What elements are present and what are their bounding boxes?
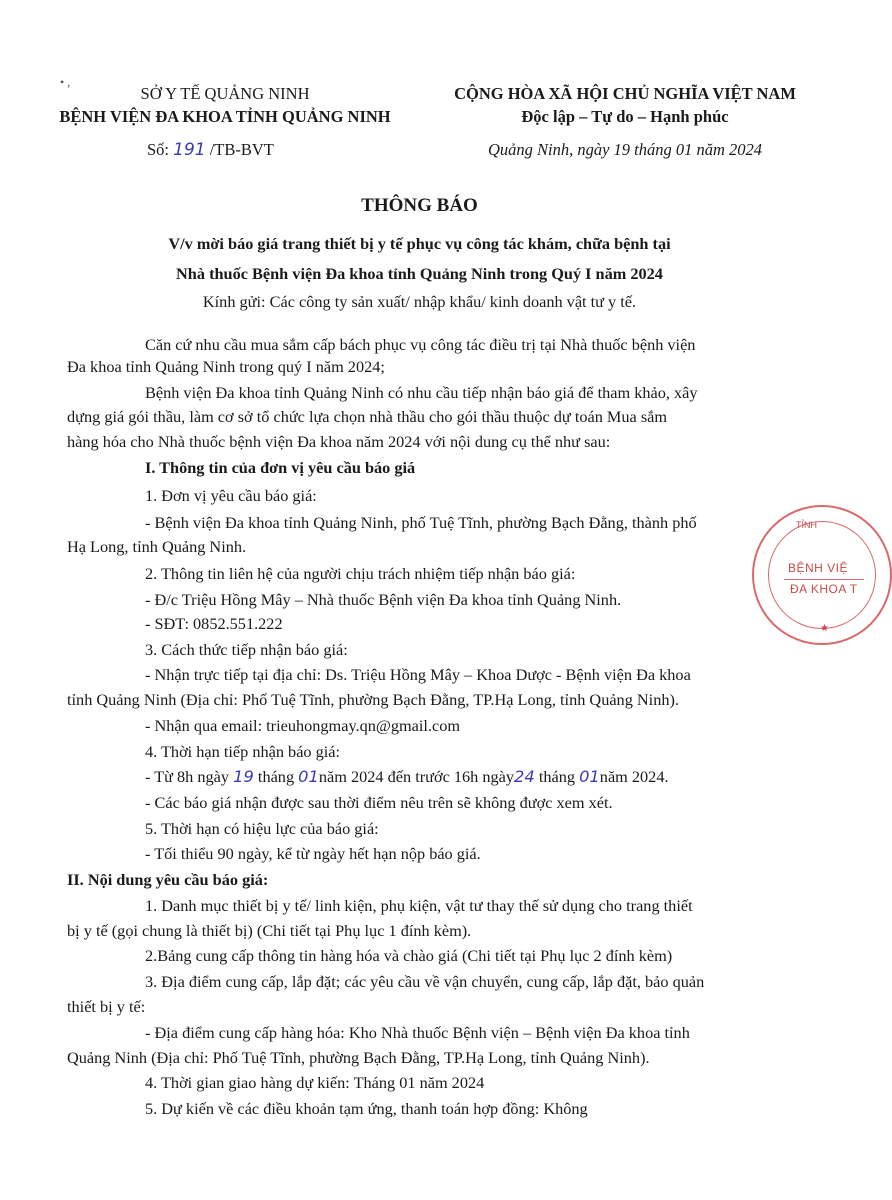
s1-item1: 1. Đơn vị yêu cầu báo giá: bbox=[145, 486, 317, 505]
subject-line-1: V/v mời báo giá trang thiết bị y tế phục vụ công tác khám, chữa bệnh tại bbox=[168, 234, 671, 253]
s2-item3-line1: 3. Địa điểm cung cấp, lắp đặt; các yêu cầu về vận chuyển, cung cấp, lắp đặt, bảo quản bbox=[145, 972, 705, 991]
national-motto: Độc lập – Tự do – Hạnh phúc bbox=[521, 107, 729, 126]
section1-heading: I. Thông tin của đơn vị yêu cầu báo giá bbox=[145, 458, 416, 477]
s1-item1-detail-line1: - Bệnh viện Đa khoa tỉnh Quảng Ninh, phố Tuệ Tĩnh, phường Bạch Đằng, thành phố bbox=[145, 513, 697, 532]
scan-dots: • , bbox=[60, 75, 71, 89]
s1-item3-email: - Nhận qua email: trieuhongmay.qn@gmail.com bbox=[145, 716, 461, 735]
s1-item2: 2. Thông tin liên hệ của người chịu trách nhiệm tiếp nhận báo giá: bbox=[145, 564, 576, 583]
s1-item4-period bbox=[145, 766, 669, 788]
number-suffix: /TB-BVT bbox=[209, 140, 274, 159]
s2-item5: 5. Dự kiến về các điều khoản tạm ứng, thanh toán hợp đồng: Không bbox=[145, 1099, 588, 1118]
s2-item4: 4. Thời gian giao hàng dự kiến: Tháng 01 năm 2024 bbox=[145, 1073, 485, 1092]
s1-item4: 4. Thời hạn tiếp nhận báo giá: bbox=[145, 742, 341, 761]
notice-heading: THÔNG BÁO bbox=[361, 195, 478, 216]
s1-item2-phone: - SĐT: 0852.551.222 bbox=[145, 614, 283, 633]
period-text-4: tháng bbox=[538, 767, 575, 786]
para2-line1: Bệnh viện Đa khoa tỉnh Quảng Ninh có nhu cầu tiếp nhận báo giá để tham khảo, xây bbox=[145, 383, 698, 402]
hospital-name: BỆNH VIỆN ĐA KHOA TỈNH QUẢNG NINH bbox=[59, 107, 391, 126]
period-start-month: 01 bbox=[298, 767, 319, 786]
official-seal bbox=[752, 505, 892, 645]
period-end-day: 24 bbox=[514, 767, 535, 786]
agency-name: SỞ Y TẾ QUẢNG NINH bbox=[140, 84, 310, 103]
seal-top-text: TỈNH bbox=[796, 520, 817, 530]
s1-item3: 3. Cách thức tiếp nhận báo giá: bbox=[145, 640, 348, 659]
number-handwritten: 191 bbox=[173, 140, 206, 160]
period-text-5: năm 2024. bbox=[599, 767, 669, 786]
period-end-month: 01 bbox=[579, 767, 600, 786]
seal-divider bbox=[784, 579, 864, 580]
number-prefix: Số: bbox=[147, 140, 170, 159]
s2-item3-detail-line1: - Địa điểm cung cấp hàng hóa: Kho Nhà thuốc Bệnh viện – Bệnh viện Đa khoa tỉnh bbox=[145, 1023, 690, 1042]
s1-item4-note: - Các báo giá nhận được sau thời điểm nêu trên sẽ không được xem xét. bbox=[145, 793, 613, 812]
s1-item2-contact: - Đ/c Triệu Hồng Mây – Nhà thuốc Bệnh viện Đa khoa tỉnh Quảng Ninh. bbox=[145, 590, 622, 609]
recipient-line: Kính gửi: Các công ty sản xuất/ nhập khẩu/ kinh doanh vật tư y tế. bbox=[202, 292, 637, 311]
para2-line2: dựng giá gói thầu, làm cơ sở tổ chức lựa chọn nhà thầu cho gói thầu thuộc dự toán Mua sắm bbox=[67, 407, 668, 426]
period-text-1: - Từ 8h ngày bbox=[145, 767, 230, 786]
s2-item1-line2: bị y tế (gọi chung là thiết bị) (Chi tiết tại Phụ lục 1 đính kèm). bbox=[67, 921, 472, 940]
s1-item5-detail: - Tối thiểu 90 ngày, kể từ ngày hết hạn nộp báo giá. bbox=[145, 844, 481, 863]
period-text-3: năm 2024 đến trước 16h ngày bbox=[318, 767, 515, 786]
seal-text-line1: BỆNH VIỆ bbox=[788, 561, 849, 575]
s2-item2: 2.Bảng cung cấp thông tin hàng hóa và chào giá (Chi tiết tại Phụ lục 2 đính kèm) bbox=[145, 946, 673, 965]
subject-line-2: Nhà thuốc Bệnh viện Đa khoa tỉnh Quảng Ninh trong Quý I năm 2024 bbox=[176, 264, 663, 283]
seal-star-icon: ★ bbox=[820, 623, 829, 634]
s2-item3-line2: thiết bị y tế: bbox=[67, 997, 146, 1016]
national-title: CỘNG HÒA XÃ HỘI CHỦ NGHĨA VIỆT NAM bbox=[454, 84, 796, 103]
s1-item1-detail-line2: Hạ Long, tỉnh Quảng Ninh. bbox=[67, 537, 247, 556]
place-date: Quảng Ninh, ngày 19 tháng 01 năm 2024 bbox=[487, 140, 763, 159]
section2-heading: II. Nội dung yêu cầu báo giá: bbox=[67, 870, 269, 889]
document-number bbox=[147, 140, 274, 160]
seal-text-line2: ĐA KHOA T bbox=[790, 582, 858, 596]
para1-line1: Căn cứ nhu cầu mua sắm cấp bách phục vụ công tác điều trị tại Nhà thuốc bệnh viện bbox=[145, 335, 696, 354]
s1-item3-direct-line1: - Nhận trực tiếp tại địa chỉ: Ds. Triệu Hồng Mây – Khoa Dược - Bệnh viện Đa khoa bbox=[145, 665, 691, 684]
para1-line2: Đa khoa tỉnh Quảng Ninh trong quý I năm 2024; bbox=[67, 357, 385, 376]
para2-line3: hàng hóa cho Nhà thuốc bệnh viện Đa khoa năm 2024 với nội dung cụ thể như sau: bbox=[67, 432, 611, 451]
seal-inner-ring bbox=[768, 521, 876, 629]
s1-item5: 5. Thời hạn có hiệu lực của báo giá: bbox=[145, 819, 379, 838]
s1-item3-direct-line2: tỉnh Quảng Ninh (Địa chỉ: Phố Tuệ Tĩnh, phường Bạch Đằng, TP.Hạ Long, tỉnh Quảng Ninh). bbox=[67, 690, 679, 709]
s2-item1-line1: 1. Danh mục thiết bị y tế/ linh kiện, phụ kiện, vật tư thay thế sử dụng cho trang thiết bbox=[145, 896, 693, 915]
period-text-2: tháng bbox=[257, 767, 295, 786]
s2-item3-detail-line2: Quảng Ninh (Địa chỉ: Phố Tuệ Tĩnh, phường Bạch Đằng, TP.Hạ Long, tỉnh Quảng Ninh). bbox=[67, 1048, 650, 1067]
period-start-day: 19 bbox=[233, 767, 254, 786]
